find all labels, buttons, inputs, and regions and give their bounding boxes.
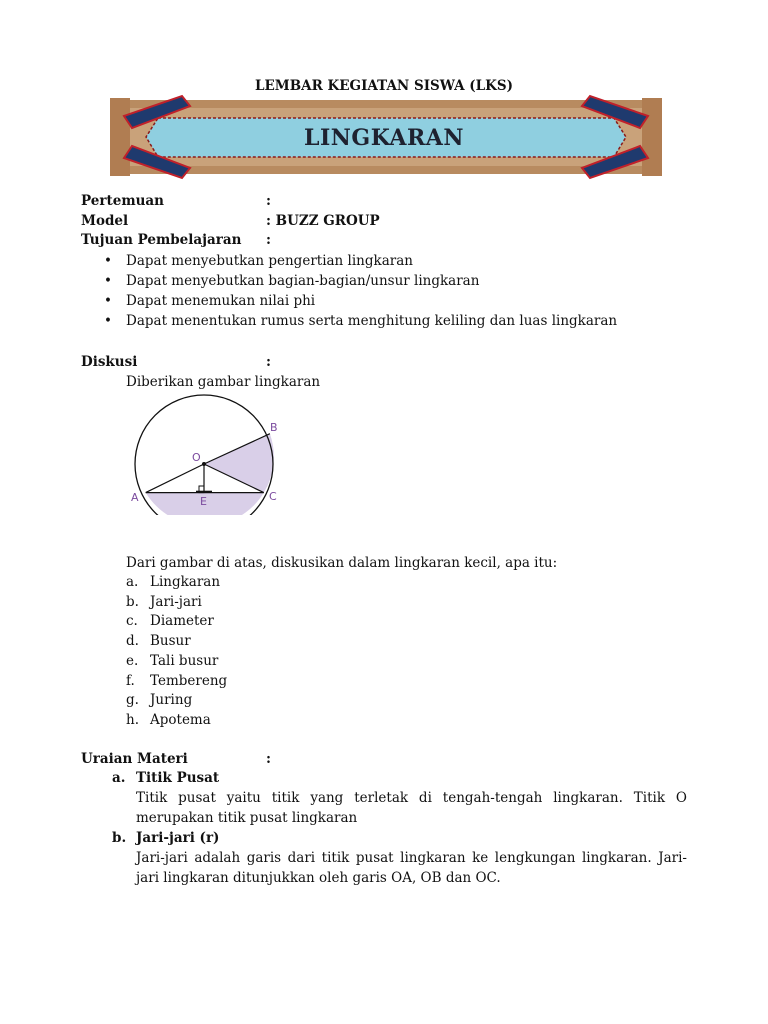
list-letter: f. <box>126 672 135 689</box>
bullet-icon: • <box>104 253 112 269</box>
model-label: Model <box>81 213 129 229</box>
objective-text: Dapat menentukan rumus serta menghitung keliling dan luas lingkaran <box>126 313 618 329</box>
sector-shading <box>204 434 274 493</box>
bullet-icon: • <box>104 313 112 329</box>
radius-oa <box>146 464 204 493</box>
objective-text: Dapat menyebutkan pengertian lingkaran <box>126 253 413 269</box>
pertemuan-value: : <box>266 193 271 209</box>
bullet-icon: • <box>104 273 112 289</box>
uraian-colon: : <box>266 751 271 767</box>
list-item <box>126 573 221 592</box>
section-letter: a. <box>112 770 126 786</box>
list-letter: c. <box>126 613 138 630</box>
label-o: O <box>192 451 201 464</box>
list-text: Diameter <box>150 613 214 630</box>
objective-item <box>104 292 316 311</box>
list-text: Juring <box>150 692 193 709</box>
tujuan-value: : <box>266 232 271 248</box>
list-letter: b. <box>126 593 139 610</box>
list-item <box>126 652 219 671</box>
list-text: Jari-jari <box>150 593 202 610</box>
list-text: Tali busur <box>150 652 219 669</box>
banner-board-top <box>112 100 660 108</box>
section-body: Jari-jari adalah garis dari titik pusat lingkaran ke lengkungan lingkaran. Jari-jari lingkaran ditunjukkan oleh garis OA, OB dan OC. <box>136 850 687 886</box>
label-a: A <box>131 491 139 504</box>
diskusi-label: Diskusi <box>81 354 138 370</box>
bullet-icon: • <box>104 293 112 309</box>
list-item <box>126 632 191 651</box>
list-item <box>126 711 211 730</box>
list-text: Apotema <box>150 711 211 728</box>
tujuan-label: Tujuan Pembelajaran <box>81 232 242 248</box>
center-point <box>202 462 206 466</box>
list-letter: e. <box>126 652 139 669</box>
list-letter: g. <box>126 692 139 709</box>
objective-item <box>104 312 618 331</box>
uraian-label: Uraian Materi <box>81 751 188 767</box>
list-letter: a. <box>126 574 139 590</box>
banner-title: LINGKARAN <box>304 125 464 151</box>
circle-figure <box>120 390 295 515</box>
list-letter: d. <box>126 633 139 650</box>
list-item <box>126 593 202 612</box>
list-item <box>126 612 214 631</box>
model-value: : BUZZ GROUP <box>266 213 380 229</box>
diskusi-colon: : <box>266 354 271 370</box>
section-body: Titik pusat yaitu titik yang terletak di tengah-tengah lingkaran. Titik O merupakan titik pusat lingkaran <box>136 790 687 826</box>
section-title: Titik Pusat <box>136 770 220 786</box>
document-title: LEMBAR KEGIATAN SISWA (LKS) <box>255 78 513 94</box>
objective-item <box>104 252 413 271</box>
banner-board-bottom <box>112 166 660 174</box>
list-item <box>126 672 228 691</box>
label-c: C <box>269 490 277 503</box>
pertemuan-label: Pertemuan <box>81 193 164 209</box>
list-text: Busur <box>150 633 191 650</box>
objective-text: Dapat menyebutkan bagian-bagian/unsur lingkaran <box>126 273 480 289</box>
diskusi-question: Dari gambar di atas, diskusikan dalam lingkaran kecil, apa itu: <box>126 555 558 571</box>
list-letter: h. <box>126 711 139 728</box>
label-b: B <box>270 421 278 434</box>
section-letter: b. <box>112 830 127 846</box>
list-item <box>126 691 193 710</box>
section-title: Jari-jari (r) <box>136 830 220 846</box>
objective-text: Dapat menemukan nilai phi <box>126 293 316 309</box>
diskusi-intro: Diberikan gambar lingkaran <box>126 374 321 390</box>
list-text: Tembereng <box>150 672 228 689</box>
list-text: Lingkaran <box>150 574 221 590</box>
label-e: E <box>200 495 207 508</box>
objective-item <box>104 272 480 291</box>
